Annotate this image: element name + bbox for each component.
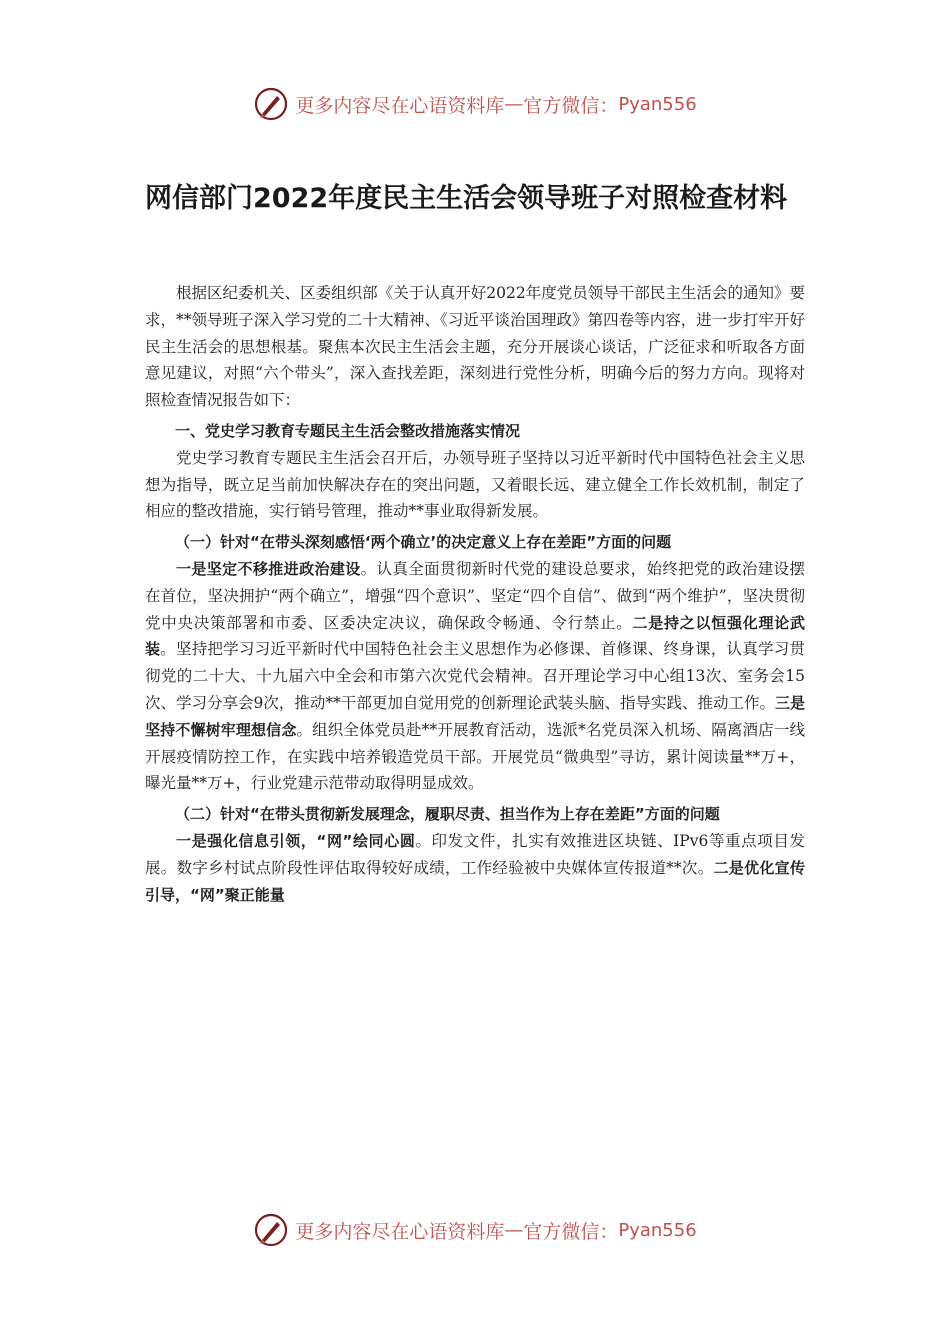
point-lead: 一是坚定不移推进政治建设 (176, 559, 361, 578)
banner-wechat-id: Pyan556 (618, 93, 697, 115)
point-text: 。坚持把学习习近平新时代中国特色社会主义思想作为必修课、首修课、终身课，认真学习贯彻党的二十大、十九届六中全会和市第六次党代会精神。召开理论学习中心组13次、室务会15次、学习分享会9次，推动**干部更加自觉用党的创新理论武装头脑、指导实践、推动工作。 (145, 640, 805, 712)
subsection2-paragraph (145, 828, 805, 908)
point-text: 。印发文件，扎实有效推进区块链、IPv6等重点项目发展。数字乡村试点阶段性评估取得较好成绩，工作经验被中央媒体宣传报道**次。 (145, 831, 806, 877)
subsection1-paragraph (145, 556, 805, 797)
point-lead: 二是持之以恒强化理论武装 (145, 613, 805, 659)
point-text: 。组织全体党员赴**开展教育活动，选派*名党员深入机场、隔离酒店一线开展疫情防控工作，在实践中培养锻造党员干部。开展党员“微典型”寻访，累计阅读量**万+，曝光量**万+，行业党建示范带动取得明显成效。 (145, 720, 805, 793)
pen-logo-icon (253, 1212, 289, 1248)
section1-heading: 一、党史学习教育专题民主生活会整改措施落实情况 (175, 421, 521, 440)
banner-dash: — (504, 93, 524, 115)
subsection2-heading: （二）针对“在带头贯彻新发展理念，履职尽责、担当作为上存在差距”方面的问题 (175, 805, 720, 824)
footer-watermark (0, 1210, 950, 1250)
banner-wechat-label: 官方微信： (523, 94, 619, 117)
banner-text: 更多内容尽在心语资料库 (295, 1220, 505, 1243)
section1-paragraph: 党史学习教育专题民主生活会召开后，办领导班子坚持以习近平新时代中国特色社会主义思想为指导，既立足当前加快解决存在的突出问题，又着眼长远、建立健全工作长效机制，制定了相应的整改措施，实行销号管理，推动**事业取得新发展。 (145, 448, 805, 521)
banner-text: 更多内容尽在心语资料库 (295, 94, 505, 117)
document-body (145, 280, 805, 908)
pen-logo-icon (253, 86, 289, 122)
point-text: 。认真全面贯彻新时代党的建设总要求，始终把党的政治建设摆在首位，坚决拥护“两个确立”，增强“四个意识”、坚定“四个自信”、做到“两个维护”，坚决贯彻党中央决策部署和市委、区委决定决议，确保政令畅通、令行禁止。 (145, 559, 805, 632)
point-lead: 二是优化宣传引导，“网”聚正能量 (145, 858, 805, 904)
banner-wechat-label: 官方微信： (523, 1220, 619, 1243)
intro-paragraph: 根据区纪委机关、区委组织部《关于认真开好2022年度党员领导干部民主生活会的通知》要求，**领导班子深入学习党的二十大精神、《习近平谈治国理政》第四卷等内容，进一步打牢开好民主生活会的思想根基。聚焦本次民主生活会主题，充分开展谈心谈话，广泛征求和听取各方面意见建议，对照“六个带头”，深入查找差距，深刻进行党性分析，明确今后的努力方向。现将对照检查情况报告如下： (145, 284, 805, 410)
point-lead: 三是坚持不懈树牢理想信念 (145, 693, 805, 739)
document-title: 网信部门2022年度民主生活会领导班子对照检查材料 (145, 183, 788, 214)
banner-dash: — (504, 1219, 524, 1241)
banner-wechat-id: Pyan556 (618, 1219, 697, 1241)
subsection1-heading: （一）针对“在带头深刻感悟‘两个确立’的决定意义上存在差距”方面的问题 (175, 533, 672, 552)
point-lead: 一是强化信息引领，“网”绘同心圆 (176, 831, 416, 850)
header-watermark (0, 84, 950, 124)
